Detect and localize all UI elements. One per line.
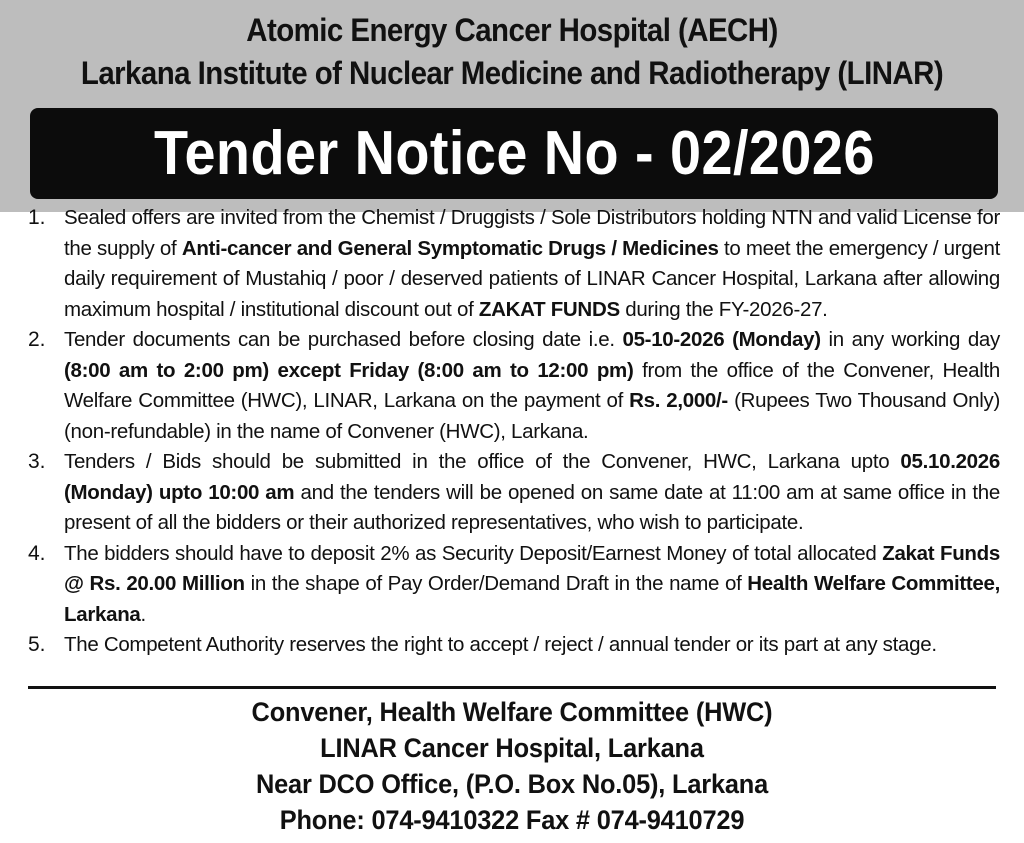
body-text: and the tenders will be opened on same date at 11:00 am at same office in the present of all the bidders or their authorized representatives, who wish to participate.: [64, 480, 1001, 534]
emphasis-text: (8:00 am to 2:00 pm) except Friday (8:00 am to 12:00 pm): [64, 358, 634, 382]
notice-title: Tender Notice No - 02/2026: [153, 119, 875, 188]
body-text: The Competent Authority reserves the right to accept / reject / annual tender or its part at any stage.: [64, 633, 937, 656]
item-body: [64, 447, 1000, 539]
body-text: Tender documents can be purchased before closing date i.e.: [64, 328, 623, 351]
body-text: in any working day: [820, 328, 1000, 351]
title-bar: [30, 108, 998, 199]
notice-item-2: [24, 325, 1000, 447]
institute-name: Larkana Institute of Nuclear Medicine and Radiotherapy (LINAR): [80, 55, 944, 91]
body-text: (Rupees Two Thousand Only) (non-refundable) in the name of Convener (HWC), Larkana.: [64, 389, 1000, 443]
divider-line: [28, 686, 996, 689]
notice-item-1: [24, 203, 1000, 325]
item-body: [64, 630, 1000, 661]
contact-convener: Convener, Health Welfare Committee (HWC): [251, 697, 773, 727]
notice-items: [24, 203, 1000, 661]
body-text: .: [140, 602, 146, 626]
emphasis-text: Zakat Funds @ Rs. 20.00 Million: [64, 541, 1000, 595]
item-body: [64, 539, 1000, 631]
body-text: to meet the emergency / urgent daily requirement of Mustahiq / poor / deserved patients of LINAR Cancer Hospital, Larkana after allowing maximum hospital / institutional discount out of: [64, 236, 1000, 321]
body-text: in the shape of Pay Order/Demand Draft in the name of: [244, 572, 748, 595]
body-text: Tenders / Bids should be submitted in the office of the Convener, HWC, Larkana upto: [64, 450, 901, 473]
contact-address: Near DCO Office, (P.O. Box No.05), Larkana: [255, 769, 769, 799]
body-text: from the office of the Convener, Health Welfare Committee (HWC), LINAR, Larkana on the payment of: [64, 358, 1000, 412]
contact-block: [0, 694, 1024, 838]
notice-item-5: [24, 630, 1000, 661]
body-text: Sealed offers are invited from the Chemist / Druggists / Sole Distributors holding NTN and valid License for the supply of: [64, 206, 1000, 260]
item-number: 1.: [28, 206, 46, 229]
contact-hospital: LINAR Cancer Hospital, Larkana: [320, 733, 704, 763]
emphasis-text: ZAKAT FUNDS: [478, 297, 620, 321]
emphasis-text: 05.10.2026 (Monday) upto 10:00 am: [64, 450, 1000, 504]
contact-phone-fax: Phone: 074-9410322 Fax # 074-9410729: [279, 805, 745, 835]
item-body: [64, 203, 1000, 325]
item-body: [64, 325, 1000, 447]
item-number: 2.: [28, 328, 46, 351]
notice-item-3: [24, 447, 1000, 539]
emphasis-text: Rs. 2,000/-: [629, 389, 728, 412]
item-number: 3.: [28, 450, 46, 473]
header-band: [0, 0, 1024, 212]
hospital-name: Atomic Energy Cancer Hospital (AECH): [246, 12, 778, 48]
item-number: 5.: [28, 633, 46, 656]
body-text: The bidders should have to deposit 2% as Security Deposit/Earnest Money of total allocated: [64, 541, 883, 565]
emphasis-text: Health Welfare Committee, Larkana: [64, 572, 1001, 626]
emphasis-text: 05-10-2026 (Monday): [622, 328, 821, 351]
notice-item-4: [24, 539, 1000, 631]
item-number: 4.: [28, 541, 46, 565]
body-text: during the FY-2026-27.: [619, 297, 828, 321]
emphasis-text: Anti-cancer and General Symptomatic Drugs / Medicines: [181, 236, 719, 260]
